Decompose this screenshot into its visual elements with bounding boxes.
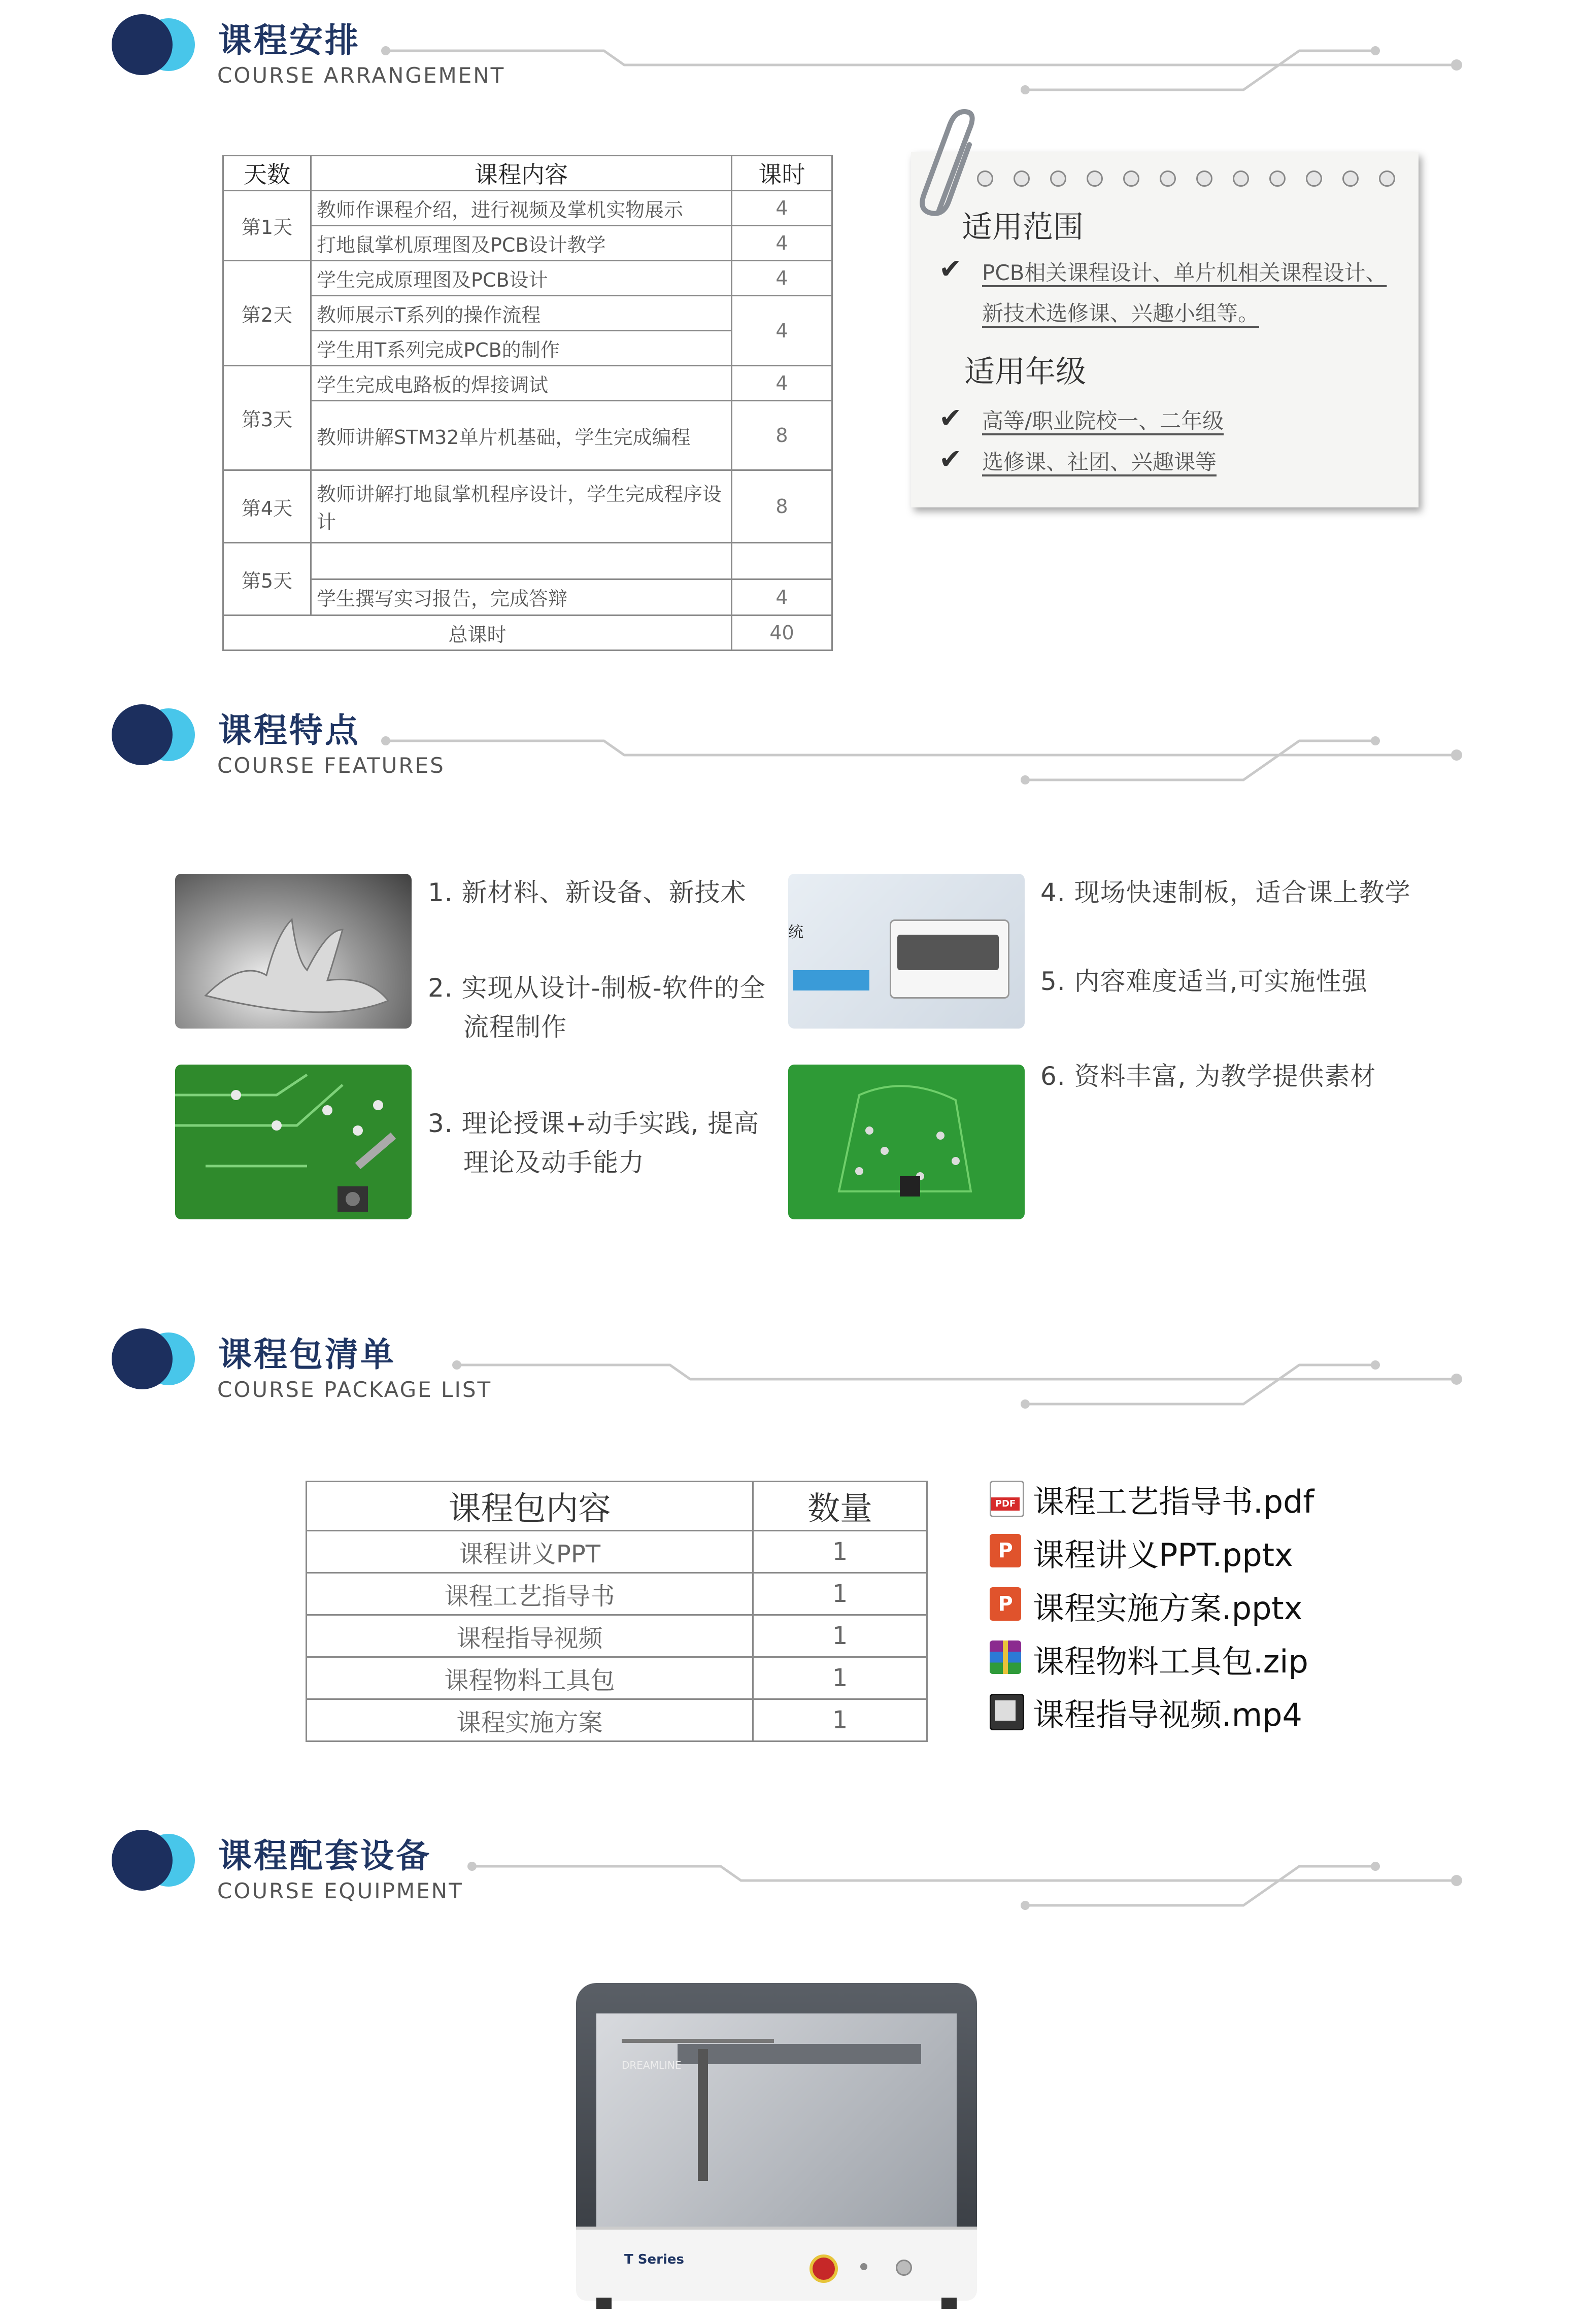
section-subtitle: COURSE EQUIPMENT	[217, 1878, 463, 1903]
package-qty: 1	[753, 1699, 927, 1741]
table-row	[307, 1615, 927, 1657]
table-row	[223, 191, 832, 226]
section-title: 课程安排	[218, 21, 360, 60]
file-name: 课程实施方案.pptx	[1033, 1590, 1303, 1627]
grade-title: 适用年级	[964, 354, 1086, 390]
section-subtitle: COURSE PACKAGE LIST	[217, 1377, 492, 1402]
section-arrangement-header	[0, 0, 1586, 112]
content-cell: 教师展示T系列的操作流程	[311, 296, 732, 331]
schedule-header-hours: 课时	[732, 156, 832, 191]
section-title: 课程包清单	[218, 1335, 396, 1374]
day-cell: 第4天	[223, 470, 311, 543]
pptx-icon: P	[990, 1587, 1021, 1621]
feature-2-cont: 流程制作	[463, 1012, 567, 1042]
header-line-decoration	[0, 690, 1586, 802]
package-table	[306, 1481, 928, 1742]
day-cell: 第3天	[223, 366, 311, 470]
liquid-metal-image	[175, 874, 412, 1029]
section-title: 课程配套设备	[218, 1836, 431, 1875]
file-name: 课程讲义PPT.pptx	[1033, 1536, 1293, 1574]
day-cell: 第5天	[223, 543, 311, 616]
binder-holes	[977, 170, 1415, 189]
content-cell: 学生完成电路板的焊接调试	[311, 366, 732, 401]
day-cell: 第2天	[223, 261, 311, 366]
content-cell: 学生完成原理图及PCB设计	[311, 261, 732, 296]
package-qty: 1	[753, 1531, 927, 1573]
hours-cell	[732, 543, 832, 579]
hours-cell: 8	[732, 470, 832, 543]
scope-line: PCB相关课程设计、单片机相关课程设计、	[982, 260, 1387, 285]
header-line-decoration	[0, 0, 1586, 112]
checkmark-icon: ✔	[939, 402, 962, 434]
table-row	[223, 261, 832, 296]
usb-port	[896, 2260, 912, 2276]
pcb-soldering-image	[175, 1065, 412, 1219]
table-row	[223, 366, 832, 401]
hours-cell: 4	[732, 261, 832, 296]
video-icon	[990, 1694, 1024, 1730]
device-brand: DREAMLINE	[622, 2059, 682, 2071]
package-qty: 1	[753, 1615, 927, 1657]
table-row	[223, 543, 832, 579]
content-cell: 教师讲解打地鼠掌机程序设计，学生完成程序设计	[311, 470, 732, 543]
pcb-machine-slide-image	[788, 874, 1025, 1029]
table-row	[223, 296, 832, 331]
table-row	[307, 1573, 927, 1615]
paperclip-icon	[908, 109, 995, 226]
scope-line: 新技术选修课、兴趣小组等。	[982, 301, 1260, 326]
section-features-header	[0, 690, 1586, 802]
section-subtitle: COURSE ARRANGEMENT	[217, 63, 505, 88]
scope-title: 适用范围	[962, 210, 1084, 245]
package-header-qty: 数量	[753, 1482, 927, 1531]
package-qty: 1	[753, 1573, 927, 1615]
pdf-icon: PDF	[990, 1481, 1024, 1517]
pcb-board-image	[788, 1065, 1025, 1219]
feature-1: 1. 新材料、新设备、新技术	[428, 878, 747, 907]
package-qty: 1	[753, 1657, 927, 1699]
content-cell: 教师讲解STM32单片机基础，学生完成编程	[311, 401, 732, 470]
header-line-decoration	[0, 1816, 1586, 1927]
indicator-light	[860, 2263, 867, 2270]
content-cell: 打地鼠掌机原理图及PCB设计教学	[311, 226, 732, 261]
feature-5: 5. 内容难度适当,可实施性强	[1040, 967, 1368, 996]
content-cell: 学生用T系列完成PCB的制作	[311, 331, 732, 366]
total-value: 40	[732, 616, 832, 651]
package-item: 课程工艺指导书	[307, 1573, 753, 1615]
package-item: 课程讲义PPT	[307, 1531, 753, 1573]
power-button[interactable]	[809, 2254, 838, 2283]
feature-3-cont: 理论及动手能力	[463, 1148, 645, 1177]
feature-4: 4. 现场快速制板，适合课上教学	[1040, 878, 1411, 907]
device-series-label: T Series	[624, 2252, 684, 2267]
total-label: 总课时	[223, 616, 732, 651]
section-title: 课程特点	[218, 711, 360, 750]
file-name: 课程物料工具包.zip	[1033, 1643, 1308, 1680]
grade-item: 高等/职业院校一、二年级	[982, 408, 1224, 433]
hours-cell: 4	[732, 579, 832, 616]
feature-6: 6. 资料丰富, 为教学提供素材	[1040, 1062, 1376, 1091]
header-line-decoration	[0, 1314, 1586, 1426]
file-name: 课程工艺指导书.pdf	[1033, 1483, 1314, 1520]
table-row	[307, 1531, 927, 1573]
table-row	[223, 226, 832, 261]
hours-cell: 4	[732, 366, 832, 401]
hours-cell: 8	[732, 401, 832, 470]
checkmark-icon: ✔	[939, 443, 962, 475]
package-header-item: 课程包内容	[307, 1482, 753, 1531]
table-row	[307, 1699, 927, 1741]
table-row	[307, 1657, 927, 1699]
hours-cell: 4	[732, 191, 832, 226]
feature-3: 3. 理论授课+动手实践, 提高	[428, 1109, 760, 1138]
day-cell: 第1天	[223, 191, 311, 261]
hours-cell: 4	[732, 296, 832, 366]
zip-icon	[990, 1641, 1021, 1674]
schedule-header-content: 课程内容	[311, 156, 732, 191]
content-cell: 教师作课程介绍，进行视频及掌机实物展示	[311, 191, 732, 226]
section-equipment-header	[0, 1816, 1586, 1927]
hours-cell: 4	[732, 226, 832, 261]
package-item: 课程实施方案	[307, 1699, 753, 1741]
slide-word: 统	[788, 924, 803, 941]
section-package-header	[0, 1314, 1586, 1426]
content-cell	[311, 543, 732, 579]
table-row	[223, 579, 832, 616]
grade-item: 选修课、社团、兴趣课等	[982, 450, 1217, 474]
pptx-icon: P	[990, 1534, 1021, 1567]
content-cell: 学生撰写实习报告，完成答辩	[311, 579, 732, 616]
package-item: 课程指导视频	[307, 1615, 753, 1657]
schedule-table	[222, 155, 833, 651]
schedule-header-day: 天数	[223, 156, 311, 191]
file-name: 课程指导视频.mp4	[1033, 1696, 1302, 1733]
checkmark-icon: ✔	[939, 253, 962, 285]
package-item: 课程物料工具包	[307, 1657, 753, 1699]
pcb-machine-image	[576, 1983, 977, 2313]
feature-2: 2. 实现从设计-制板-软件的全	[428, 973, 766, 1003]
section-subtitle: COURSE FEATURES	[217, 753, 445, 778]
total-row	[223, 616, 832, 651]
